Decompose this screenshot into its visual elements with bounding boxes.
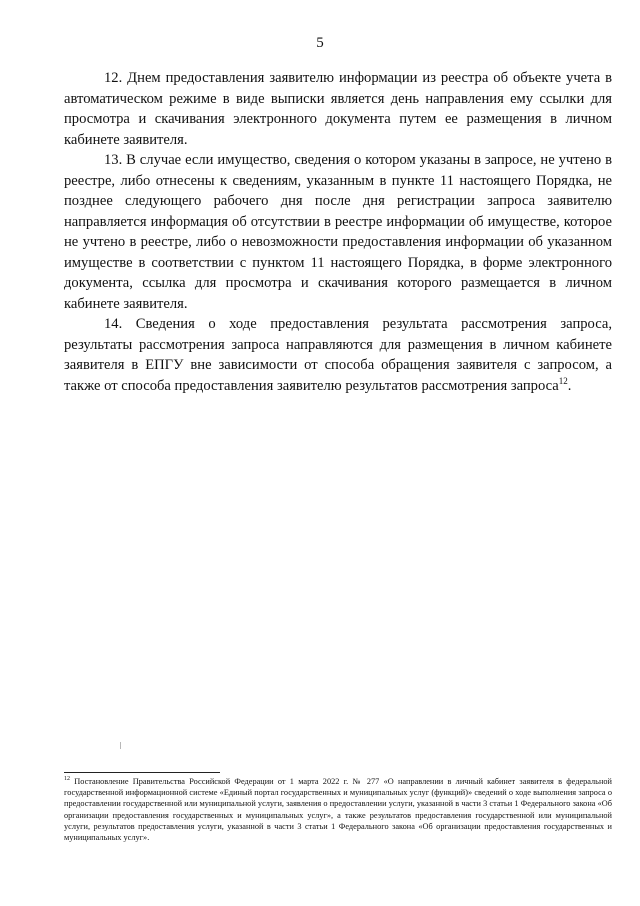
paragraph-14: [64, 314, 612, 396]
paragraph-14-end: .: [567, 377, 572, 394]
footnote-12: [64, 776, 612, 843]
footnote-text: Постановление Правительства Российской Федерации от 1 марта 2022 г. № 277 «О направлении в личный кабинет заявителя в федеральной государственной информационной системе «Единый портал государственных и муниципальных услуг (функций)» сведений о ходе выполнения запроса о предоставлении государственной или муниципальной услуги, заявления о предоставлении услуги, указанной в части 3 статьи 1 Федерального закона «Об организации предоставления государственных и муниципальных услуг», а также результатов предоставления государственной или муниципальной услуги, результатов предоставления услуги, указанной в части 3 статьи 1 Федерального закона «Об организации предоставления государственных и муниципальных услуг».: [64, 777, 612, 843]
scan-artifact: [120, 742, 121, 749]
paragraph-14-text: 14. Сведения о ходе предоставления результата рассмотрения запроса, результаты рассмотрения запроса направляются для размещения в личном кабинете заявителя в ЕПГУ вне зависимости от способа обращения заявителя с запросом, а также от способа предоставления заявителю результатов рассмотрения запроса: [64, 316, 612, 394]
page-number: 5: [316, 35, 324, 51]
paragraph-12: [64, 68, 612, 150]
paragraph-13-text: 13. В случае если имущество, сведения о котором указаны в запросе, не учтено в реестре, либо отнесены к сведениям, указанным в пункте 11 настоящего Порядка, не позднее следующего рабочего дня после дня регистрации запроса заявителю направляется информация об отсутствии в реестре информации об имуществе, которое не учтено в реестре, либо о невозможности предоставления информации об указанном имуществе в соответствии с пунктом 11 настоящего Порядка, в форме электронного документа, ссылка для просмотра и скачивания которого размещается в личном кабинете заявителя.: [64, 152, 612, 312]
paragraph-13: [64, 150, 612, 314]
footnote-reference: 12: [558, 375, 568, 386]
footnote-separator: [64, 772, 220, 773]
paragraph-12-text: 12. Днем предоставления заявителю информации из реестра об объекте учета в автоматическом режиме в виде выписки является день направления ему ссылки для просмотра и скачивания электронного документа путем ее размещения в личном кабинете заявителя.: [64, 70, 612, 148]
body-text: [64, 68, 612, 396]
footnote-marker: 12: [64, 776, 70, 783]
